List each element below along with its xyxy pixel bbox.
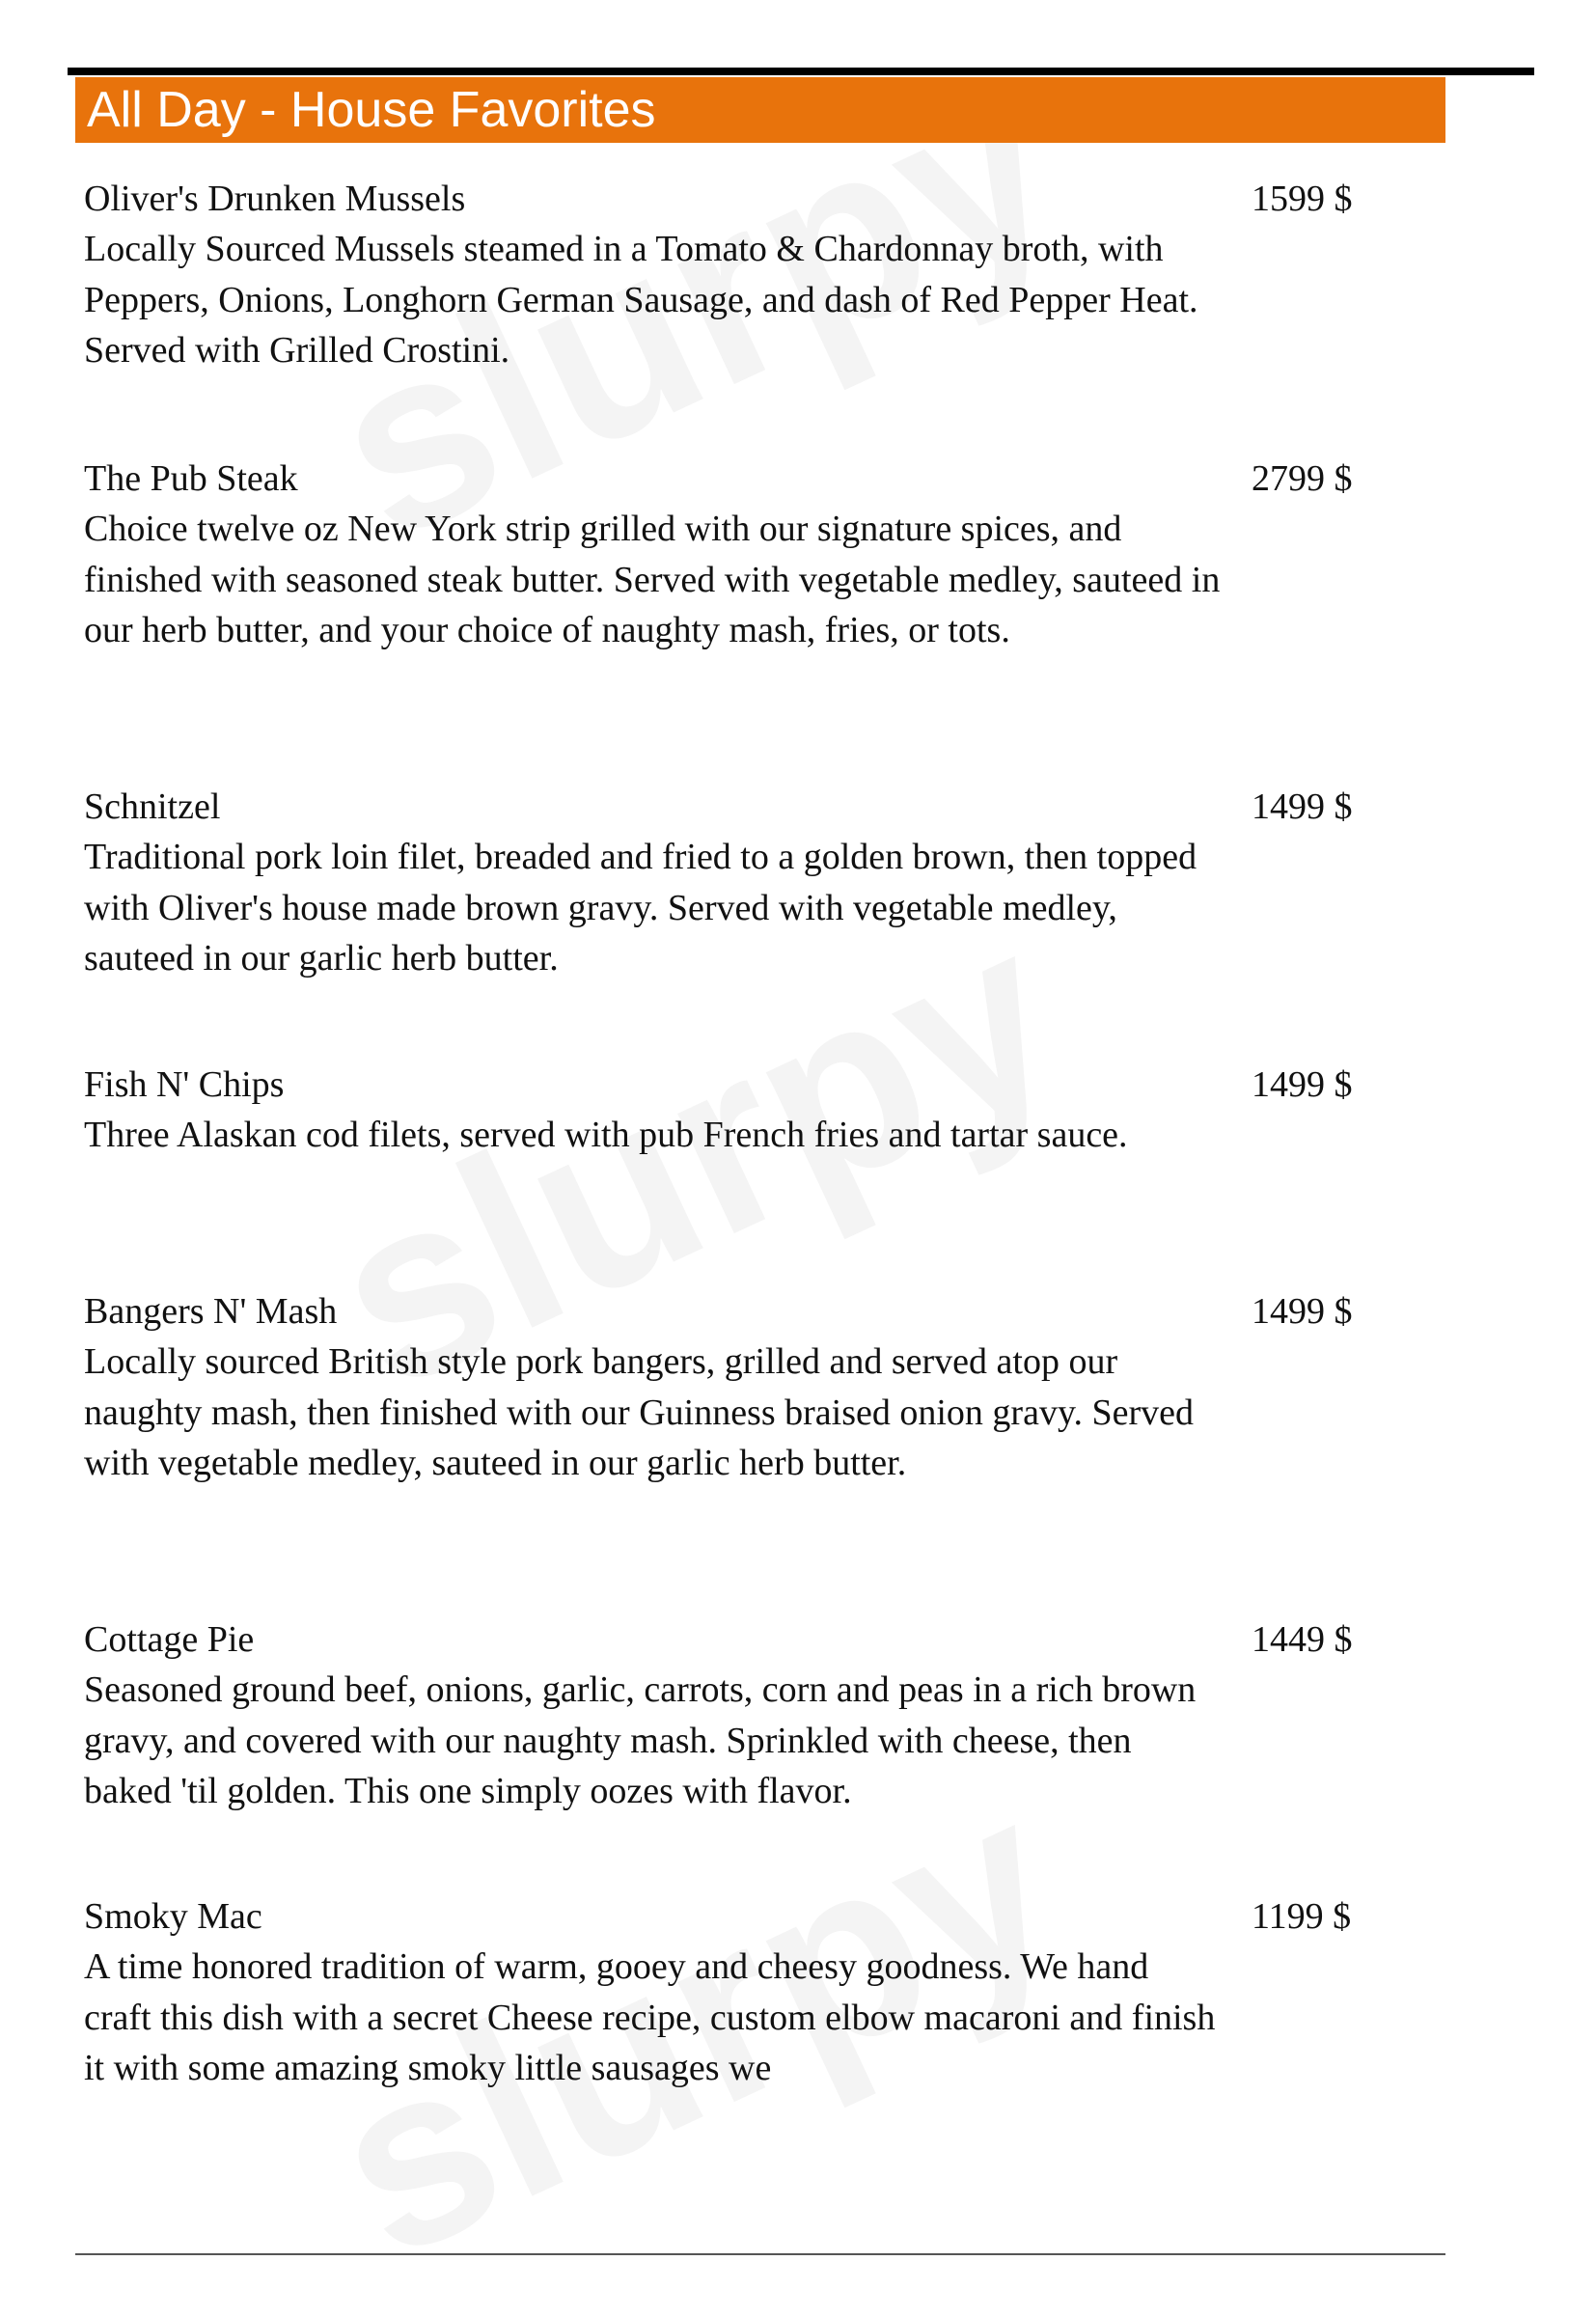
- menu-item-description: Traditional pork loin filet, breaded and fried to a golden brown, then topped with Oliver's house made brown gravy. Served with vegetable medley, sauteed in our garlic herb butter.: [84, 837, 1197, 979]
- menu-item-description: Locally Sourced Mussels steamed in a Tomato & Chardonnay broth, with Peppers, Onions, Longhorn German Sausage, and dash of Red Pepper Heat. Served with Grilled Crostini.: [84, 229, 1198, 371]
- menu-item-price: 2799 $: [1252, 458, 1353, 499]
- menu-item-description: Three Alaskan cod filets, served with pub French fries and tartar sauce.: [84, 1115, 1128, 1155]
- menu-item: [84, 782, 1377, 984]
- menu-item-price: 1499 $: [1252, 1064, 1353, 1105]
- menu-item: [84, 1614, 1377, 1817]
- menu-item-name: Fish N' Chips: [84, 1064, 285, 1105]
- menu-item-description: A time honored tradition of warm, gooey and cheesy goodness. We hand craft this dish with a secret Cheese recipe, custom elbow macaroni and finish it with some amazing smoky little sausages we: [84, 1946, 1216, 2088]
- top-divider: [68, 68, 1534, 75]
- menu-item: [84, 454, 1377, 656]
- menu-item-description: Locally sourced British style pork bangers, grilled and served atop our naughty mash, then finished with our Guinness braised onion gravy. Served with vegetable medley, sauteed in our garlic herb butter.: [84, 1341, 1195, 1483]
- menu-item-name: The Pub Steak: [84, 458, 298, 499]
- menu-item: [84, 1891, 1377, 2094]
- menu-item-name: Smoky Mac: [84, 1896, 262, 1937]
- section-title: All Day - House Favorites: [87, 82, 656, 138]
- menu-item-description: Seasoned ground beef, onions, garlic, carrots, corn and peas in a rich brown gravy, and covered with our naughty mash. Sprinkled with cheese, then baked 'til golden. This one simply oozes with flavor.: [84, 1669, 1197, 1811]
- menu-item-price: 1199 $: [1252, 1896, 1352, 1937]
- menu-item-price: 1499 $: [1252, 1291, 1353, 1332]
- menu-item: [84, 174, 1377, 376]
- menu-item-name: Oliver's Drunken Mussels: [84, 179, 466, 219]
- menu-item-price: 1499 $: [1252, 786, 1353, 827]
- bottom-divider: [75, 2253, 1445, 2255]
- menu-item: [84, 1286, 1377, 1489]
- menu-item-name: Schnitzel: [84, 786, 221, 827]
- menu-item: [84, 1060, 1377, 1161]
- menu-item-price: 1599 $: [1252, 179, 1353, 219]
- menu-item-name: Cottage Pie: [84, 1619, 255, 1660]
- menu-item-description: Choice twelve oz New York strip grilled with our signature spices, and finished with seasoned steak butter. Served with vegetable medley, sauteed in our herb butter, and your choice of naughty mash, fries, or tots.: [84, 509, 1221, 650]
- section-header: [75, 77, 1445, 143]
- menu-item-name: Bangers N' Mash: [84, 1291, 338, 1332]
- menu-item-price: 1449 $: [1252, 1619, 1353, 1660]
